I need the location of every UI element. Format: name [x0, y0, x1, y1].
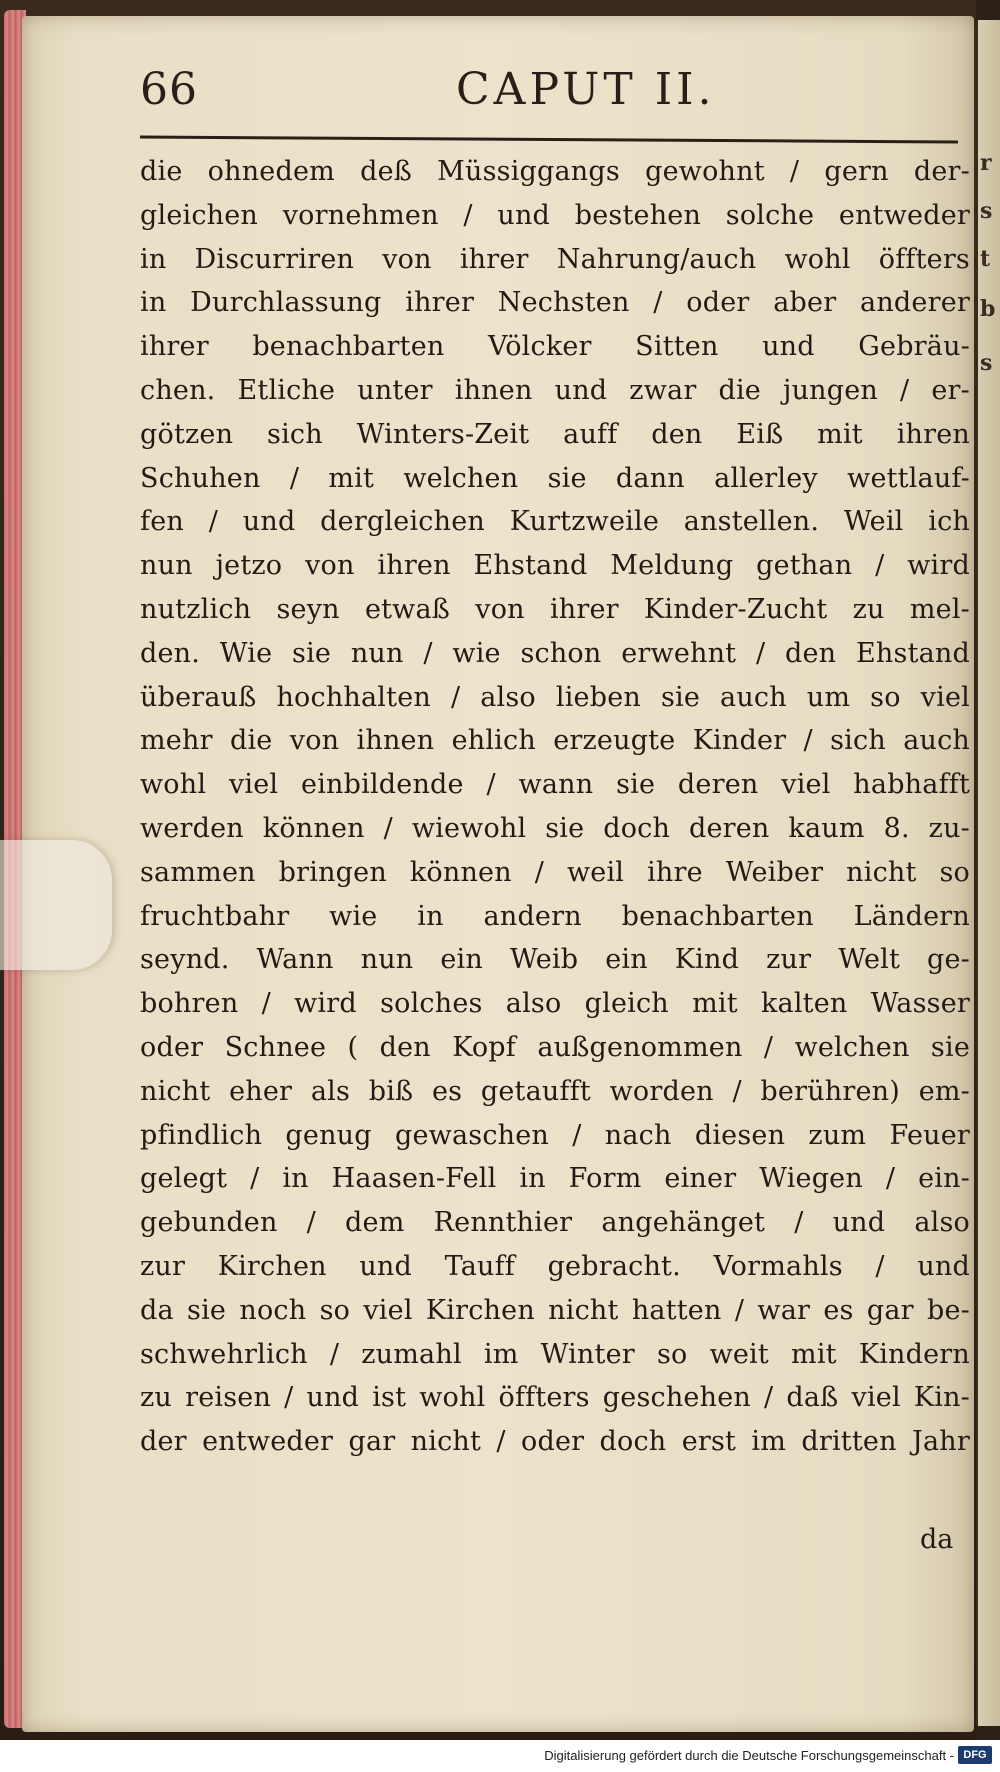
margin-fragment-char: b — [980, 296, 996, 322]
text-line: seynd. Wann nun ein Weib ein Kind zur Welt ge- — [140, 944, 970, 976]
text-line: da sie noch so viel Kirchen nicht hatten / war es gar be- — [140, 1294, 970, 1326]
text-line: pfindlich genug gewaschen / nach diesen zum Feuer — [140, 1119, 970, 1151]
text-line: in Discurriren von ihrer Nahrung/auch wohl öffters — [140, 243, 970, 275]
text-line: sammen bringen können / weil ihre Weiber nicht so — [140, 856, 970, 888]
margin-fragment-char: s — [980, 350, 993, 376]
digitization-credit: Digitalisierung gefördert durch die Deutsche Forschungsgemeinschaft - — [544, 1748, 954, 1763]
text-line: gleichen vornehmen / und bestehen solche entweder — [140, 199, 970, 231]
margin-fragment-char: s — [980, 198, 993, 224]
dfg-logo: DFG — [958, 1746, 992, 1764]
page-clip-holder — [0, 840, 112, 970]
text-line: nutzlich seyn etwaß von ihrer Kinder-Zucht zu mel- — [140, 593, 970, 625]
text-line: den. Wie sie nun / wie schon erwehnt / den Ehstand — [140, 637, 970, 669]
text-line: die ohnedem deß Müssiggangs gewohnt / gern der- — [140, 156, 970, 187]
text-line: oder Schnee ( den Kopf außgenommen / welchen sie — [140, 1031, 970, 1063]
body-text — [140, 150, 970, 1464]
text-line: gelegt / in Haasen-Fell in Form einer Wiegen / ein- — [140, 1163, 970, 1195]
text-line: götzen sich Winters-Zeit auff den Eiß mit ihren — [140, 418, 970, 450]
text-line: werden können / wiewohl sie doch deren kaum 8. zu- — [140, 812, 970, 844]
text-line: Schuhen / mit welchen sie dann allerley wettlauf- — [140, 462, 970, 494]
text-line: zu reisen / und ist wohl öffters geschehen / daß viel Kin- — [140, 1382, 970, 1414]
text-line: gebunden / dem Rennthier angehänget / und also — [140, 1207, 970, 1239]
catchword: da — [920, 1524, 954, 1555]
page-number: 66 — [140, 64, 198, 115]
text-line: wohl viel einbildende / wann sie deren viel habhafft — [140, 769, 970, 801]
chapter-title: CAPUT II. — [456, 64, 716, 115]
text-line: bohren / wird solches also gleich mit kalten Wasser — [140, 988, 970, 1020]
text-line: schwehrlich / zumahl im Winter so weit mit Kindern — [140, 1338, 970, 1370]
text-line: chen. Etliche unter ihnen und zwar die jungen / er- — [140, 374, 970, 406]
facing-page-sliver — [976, 20, 1000, 1726]
text-line: der entweder gar nicht / oder doch erst im dritten Jahr — [140, 1426, 970, 1458]
text-line: zur Kirchen und Tauff gebracht. Vormahls / und — [140, 1250, 970, 1282]
text-line: nun jetzo von ihren Ehstand Meldung gethan / wird — [140, 550, 970, 582]
text-line: in Durchlassung ihrer Nechsten / oder aber anderer — [140, 287, 970, 319]
text-line: ihrer benachbarten Völcker Sitten und Gebräu- — [140, 331, 970, 363]
text-line: mehr die von ihnen ehlich erzeugte Kinder / sich auch — [140, 725, 970, 757]
page-header — [140, 58, 960, 128]
text-line: überauß hochhalten / also lieben sie auch um so viel — [140, 681, 970, 713]
margin-fragment-char: r — [980, 150, 992, 176]
text-line: fen / und dergleichen Kurtzweile anstellen. Weil ich — [140, 506, 970, 538]
text-line: nicht eher als biß es getaufft worden / berühren) em- — [140, 1075, 970, 1107]
text-line: fruchtbahr wie in andern benachbarten Ländern — [140, 900, 970, 932]
margin-fragment-char: t — [980, 246, 991, 272]
